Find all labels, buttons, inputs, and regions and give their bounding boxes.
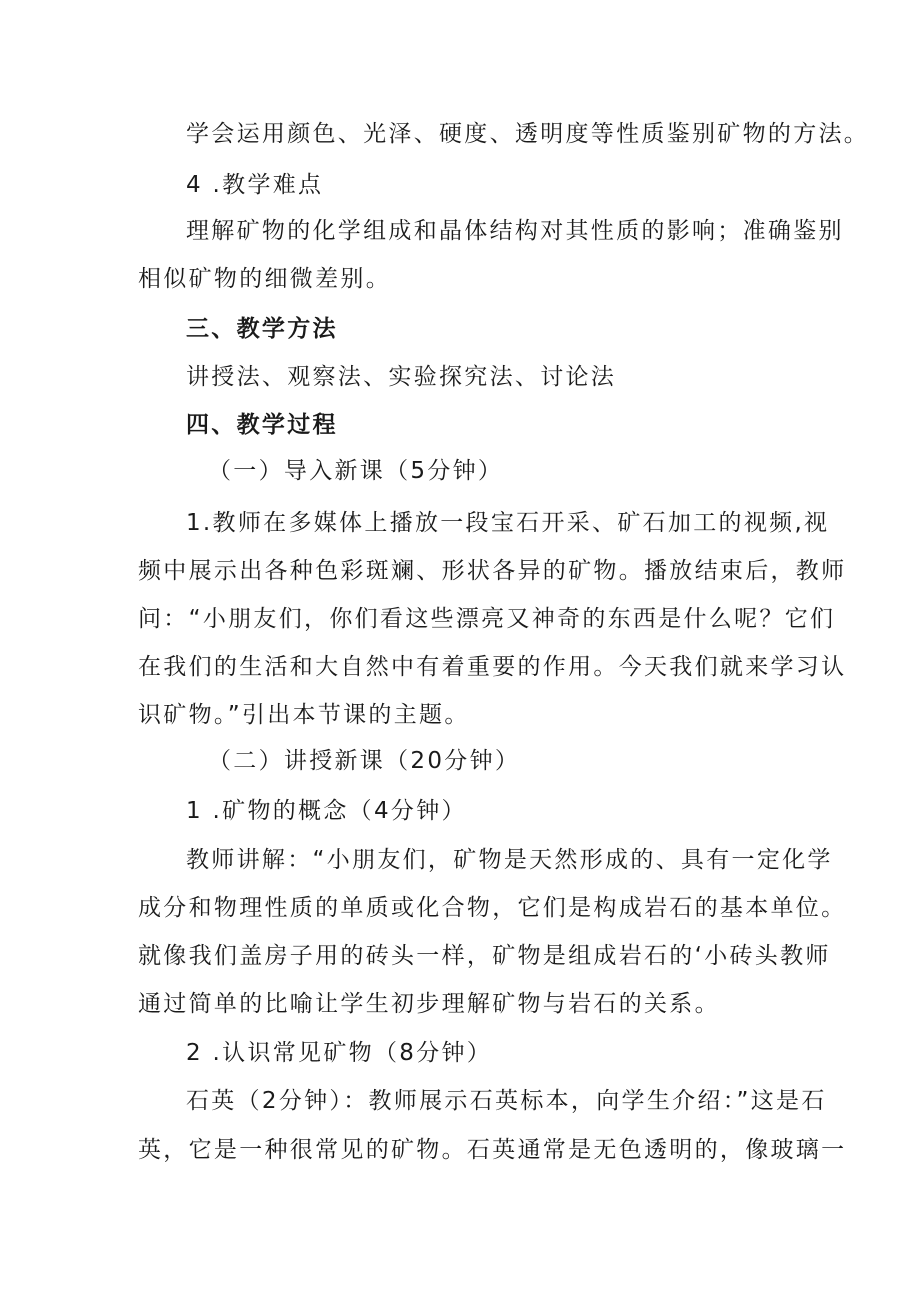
heading-teaching-difficulties: 4 .教学难点 xyxy=(186,172,324,198)
section-heading-teaching-process: 四、教学过程 xyxy=(186,412,338,438)
subheading-new-lesson: （二）讲授新课（20分钟） xyxy=(208,748,521,774)
paragraph-difficulties-line-1: 理解矿物的化学组成和晶体结构对其性质的影响；准确鉴别 xyxy=(186,218,844,244)
paragraph-video-line-1: 1.教师在多媒体上播放一段宝石开采、矿石加工的视频,视 xyxy=(186,510,830,536)
paragraph-quartz-line-2: 英，它是一种很常见的矿物。石英通常是无色透明的，像玻璃一 xyxy=(138,1137,847,1163)
paragraph-teaching-methods: 讲授法、观察法、实验探究法、讨论法 xyxy=(186,364,617,390)
heading-mineral-concept: 1 .矿物的概念（4分钟） xyxy=(186,798,467,824)
paragraph-video-line-5: 识矿物。”引出本节课的主题。 xyxy=(138,702,470,728)
paragraph-concept-line-3: 就像我们盖房子用的砖头一样，矿物是组成岩石的‘小砖头教师 xyxy=(138,943,831,969)
paragraph-concept-line-2: 成分和物理性质的单质或化合物，它们是构成岩石的基本单位。 xyxy=(138,895,847,921)
subheading-introduction: （一）导入新课（5分钟） xyxy=(208,458,504,484)
heading-common-minerals: 2 .认识常见矿物（8分钟） xyxy=(186,1040,493,1066)
paragraph-video-line-4: 在我们的生活和大自然中有着重要的作用。今天我们就来学习认 xyxy=(138,654,847,680)
paragraph-difficulties-line-2: 相似矿物的细微差别。 xyxy=(138,266,391,292)
paragraph-mineral-identification-methods: 学会运用颜色、光泽、硬度、透明度等性质鉴别矿物的方法。 xyxy=(186,121,870,147)
paragraph-concept-line-1: 教师讲解：“小朋友们，矿物是天然形成的、具有一定化学 xyxy=(186,847,833,873)
paragraph-concept-line-4: 通过简单的比喻让学生初步理解矿物与岩石的关系。 xyxy=(138,991,720,1017)
paragraph-quartz-line-1: 石英（2分钟）：教师展示石英标本，向学生介绍：”这是石 xyxy=(186,1088,827,1114)
paragraph-video-line-3: 问：“小朋友们，你们看这些漂亮又神奇的东西是什么呢？它们 xyxy=(138,606,836,632)
section-heading-teaching-methods: 三、教学方法 xyxy=(186,316,338,342)
paragraph-video-line-2: 频中展示出各种色彩斑斓、形状各异的矿物。播放结束后，教师 xyxy=(138,558,847,584)
